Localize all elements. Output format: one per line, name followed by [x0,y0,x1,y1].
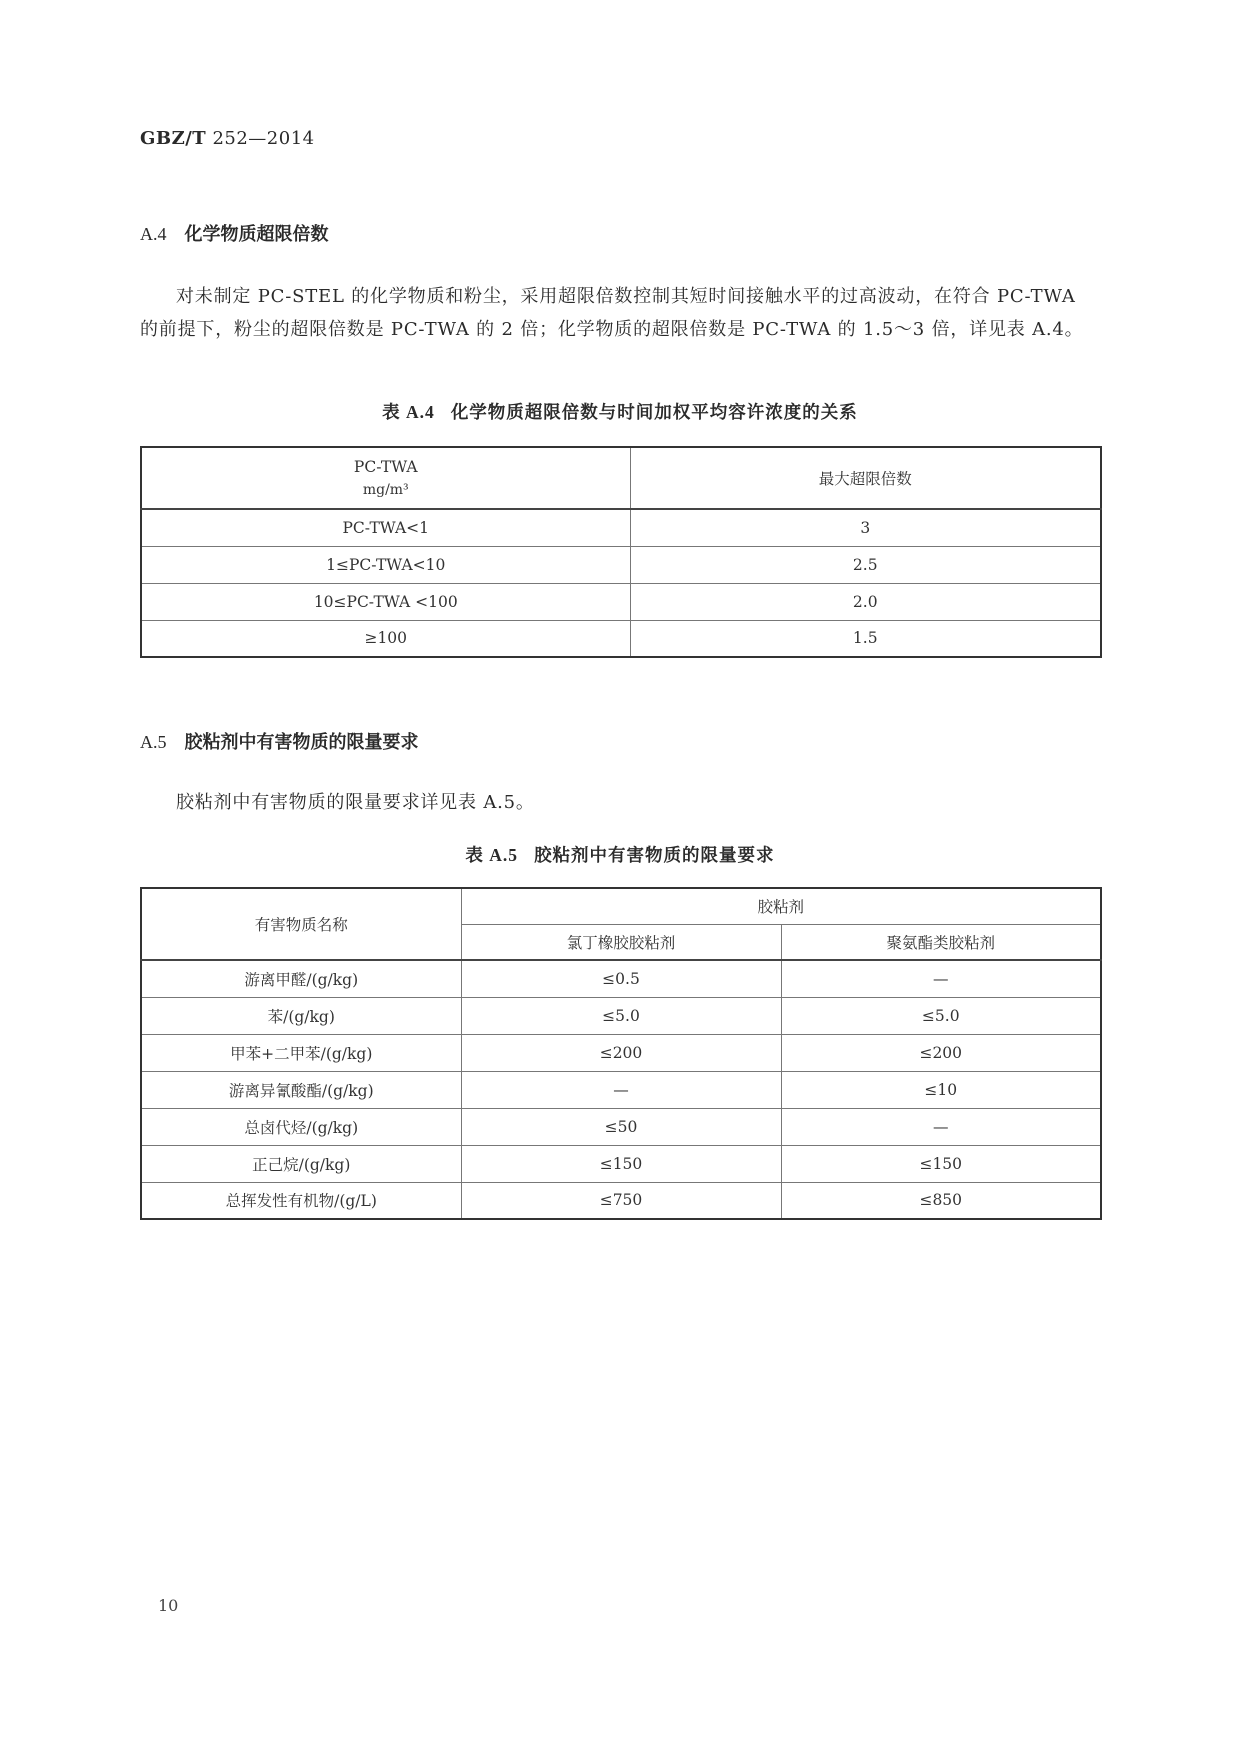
section-a5-heading [140,728,419,754]
table-row [141,1034,1101,1071]
table-row [141,583,1101,620]
table-a5-caption [0,842,1240,867]
table-a5-name-cell: 甲苯+二甲苯/(g/kg) [141,1034,461,1071]
table-row [141,1182,1101,1219]
section-a4-title: 化学物质超限倍数 [184,224,329,245]
page-number: 10 [158,1596,179,1615]
table-a5-name-cell: 苯/(g/kg) [141,997,461,1034]
table-row [141,960,1101,997]
table-a5-polyurethane-cell: ≤850 [781,1182,1101,1219]
table-a5-group-header: 胶粘剂 [461,888,1101,924]
table-a4-factor-cell: 2.0 [630,583,1101,620]
table-a4-factor-cell: 3 [630,509,1101,546]
table-a5-chloroprene-cell: ≤200 [461,1034,781,1071]
section-a5-paragraph: 胶粘剂中有害物质的限量要求详见表 A.5。 [176,792,535,813]
table-a4-header-row [141,447,1101,509]
table-row [141,1108,1101,1145]
standard-code-prefix: GBZ/T [140,128,207,149]
table-a5-chloroprene-cell: ≤0.5 [461,960,781,997]
section-a4-number: A.4 [140,224,167,244]
table-a4-col1-unit: mg/m³ [362,482,409,498]
section-a4-heading [140,220,329,246]
table-a4-col1-label: PC-TWA [353,458,418,476]
standard-code-number: 252—2014 [212,128,315,149]
table-a5-subheader-polyurethane: 聚氨酯类胶粘剂 [781,924,1101,960]
table-a5-polyurethane-cell: — [781,1108,1101,1145]
section-a4-paragraph: 对未制定 PC-STEL 的化学物质和粉尘，采用超限倍数控制其短时间接触水平的过高波动，在符合 PC-TWA 的前提下，粉尘的超限倍数是 PC-TWA 的 2 倍；化学物质的超限倍数是 PC-TWA 的 1.5～3 倍，详见表 A.4。 [140,286,1084,340]
section-a5-number: A.5 [140,732,167,752]
table-a5-chloroprene-cell: ≤750 [461,1182,781,1219]
table-a5-chloroprene-cell: ≤50 [461,1108,781,1145]
table-a5-number: 表 A.5 [465,845,519,865]
table-a4-range-cell: 10≤PC-TWA <100 [141,583,630,620]
table-a4-col1-header [141,447,630,509]
section-a5-title: 胶粘剂中有害物质的限量要求 [184,732,419,753]
table-a5-polyurethane-cell: ≤10 [781,1071,1101,1108]
table-a5-name-cell: 正己烷/(g/kg) [141,1145,461,1182]
table-a4-number: 表 A.4 [382,402,435,422]
table-a4-factor-cell: 1.5 [630,620,1101,657]
table-a5-subheader-chloroprene: 氯丁橡胶胶粘剂 [461,924,781,960]
table-row [141,620,1101,657]
table-a5-chloroprene-cell: ≤5.0 [461,997,781,1034]
table-a4 [140,446,1102,658]
table-row [141,1145,1101,1182]
table-a5-col1-header: 有害物质名称 [141,888,461,960]
table-a5 [140,887,1102,1220]
table-a5-name-cell: 总卤代烃/(g/kg) [141,1108,461,1145]
table-row [141,546,1101,583]
table-a5-polyurethane-cell: ≤150 [781,1145,1101,1182]
table-a5-name-cell: 总挥发性有机物/(g/L) [141,1182,461,1219]
table-a5-polyurethane-cell: ≤200 [781,1034,1101,1071]
table-a5-header-row [141,888,1101,924]
table-a5-polyurethane-cell: — [781,960,1101,997]
table-a4-col2-header: 最大超限倍数 [630,447,1101,509]
table-row [141,509,1101,546]
table-a5-chloroprene-cell: — [461,1071,781,1108]
table-a4-range-cell: 1≤PC-TWA<10 [141,546,630,583]
table-a5-polyurethane-cell: ≤5.0 [781,997,1101,1034]
table-a4-range-cell: ≥100 [141,620,630,657]
table-row [141,1071,1101,1108]
table-a4-title: 化学物质超限倍数与时间加权平均容许浓度的关系 [450,403,858,423]
table-a5-chloroprene-cell: ≤150 [461,1145,781,1182]
table-a5-title: 胶粘剂中有害物质的限量要求 [534,846,775,866]
table-a4-caption [0,399,1240,424]
table-a5-name-cell: 游离异氰酸酯/(g/kg) [141,1071,461,1108]
standard-code [140,128,315,149]
table-a4-factor-cell: 2.5 [630,546,1101,583]
table-row [141,997,1101,1034]
table-a5-name-cell: 游离甲醛/(g/kg) [141,960,461,997]
table-a4-range-cell: PC-TWA<1 [141,509,630,546]
